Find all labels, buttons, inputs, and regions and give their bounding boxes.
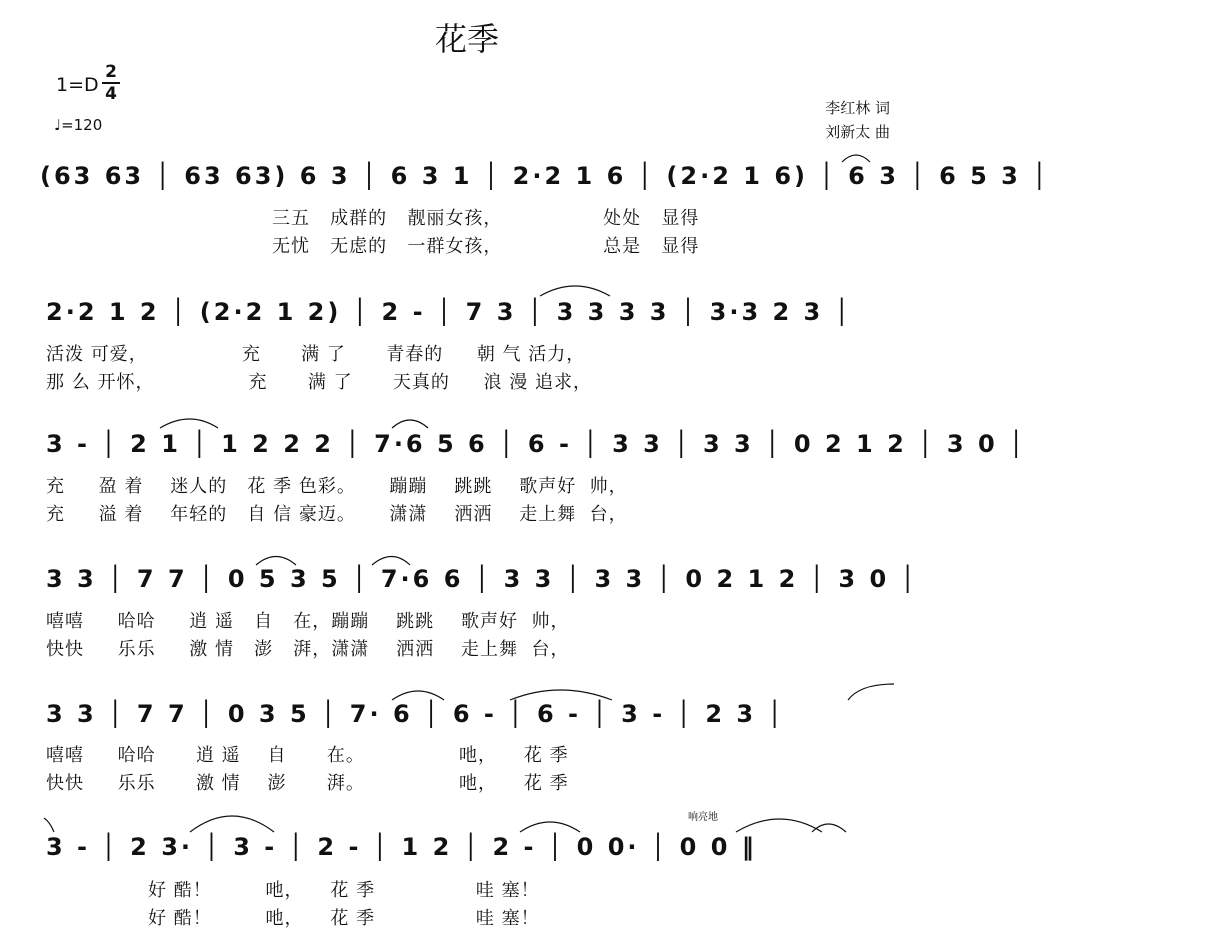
staff-line-2: 2·2 1 2 │ (2·2 1 2) │ 2 - │ 7 3 │ 3 3 3 3 │ 3·3 2 3 │ (46, 298, 853, 326)
staff-line-3: 3 - │ 2 1 │ 1 2 2 2 │ 7·6 5 6 │ 6 - │ 3 3 │ 3 3 │ 0 2 1 2 │ 3 0 │ (46, 430, 1027, 458)
lyric-line-3-verse-2: 充 溢 着 年轻的 自 信 豪迈。 潇潇 洒洒 走上舞 台， (46, 504, 628, 525)
tempo-marking: ♩=120 (54, 116, 103, 134)
time-numerator: 2 (105, 62, 117, 82)
expression-marking: 响亮地 (688, 812, 718, 823)
key-signature: 1=D (56, 74, 99, 96)
lyric-line-6-verse-2: 好 酷！ 吔， 花 季 哇 塞！ (148, 908, 540, 929)
staff-line-4: 3 3 │ 7 7 │ 0 5 3 5 │ 7·6 6 │ 3 3 │ 3 3 │ 0 2 1 2 │ 3 0 │ (46, 565, 918, 593)
lyric-line-3-verse-1: 充 盈 着 迷人的 花 季 色彩。 蹦蹦 跳跳 歌声好 帅， (46, 476, 628, 497)
lyric-line-2-verse-2: 那 么 开怀， 充 满 了 天真的 浪 漫 追求， (46, 372, 592, 393)
lyric-line-5-verse-2: 快快 乐乐 激 情 澎 湃。 吔， 花 季 (46, 773, 569, 794)
lyricist-credit: 李红林 词 (825, 99, 890, 117)
credits (825, 96, 890, 144)
staff-line-6: 3 - │ 2 3· │ 3 - │ 2 - │ 1 2 │ 2 - │ 0 0· │ 0 0 ‖ (46, 833, 757, 861)
staff-line-5: 3 3 │ 7 7 │ 0 3 5 │ 7· 6 │ 6 - │ 6 - │ 3 - │ 2 3 │ (46, 700, 785, 728)
time-signature (102, 62, 120, 104)
lyric-line-4-verse-1: 嘻嘻 哈哈 逍 遥 自 在，蹦蹦 跳跳 歌声好 帅， (46, 611, 570, 632)
lyric-line-5-verse-1: 嘻嘻 哈哈 逍 遥 自 在。 吔， 花 季 (46, 745, 569, 766)
staff-line-1: (63 63 │ 63 63) 6 3 │ 6 3 1 │ 2·2 1 6 │ (2·2 1 6) │ 6 3 │ 6 5 3 │ (40, 162, 1050, 190)
lyric-line-1-verse-2: 无忧 无虑的 一群女孩， 总是 显得 (272, 236, 700, 257)
composer-credit: 刘新太 曲 (825, 123, 890, 141)
time-denominator: 4 (102, 82, 120, 104)
song-title: 花季 (434, 20, 499, 58)
lyric-line-4-verse-2: 快快 乐乐 激 情 澎 湃，潇潇 洒洒 走上舞 台， (46, 639, 570, 660)
lyric-line-6-verse-1: 好 酷！ 吔， 花 季 哇 塞！ (148, 880, 540, 901)
lyric-line-1-verse-1: 三五 成群的 靓丽女孩， 处处 显得 (272, 208, 700, 229)
lyric-line-2-verse-1: 活泼 可爱， 充 满 了 青春的 朝 气 活力， (46, 344, 586, 365)
